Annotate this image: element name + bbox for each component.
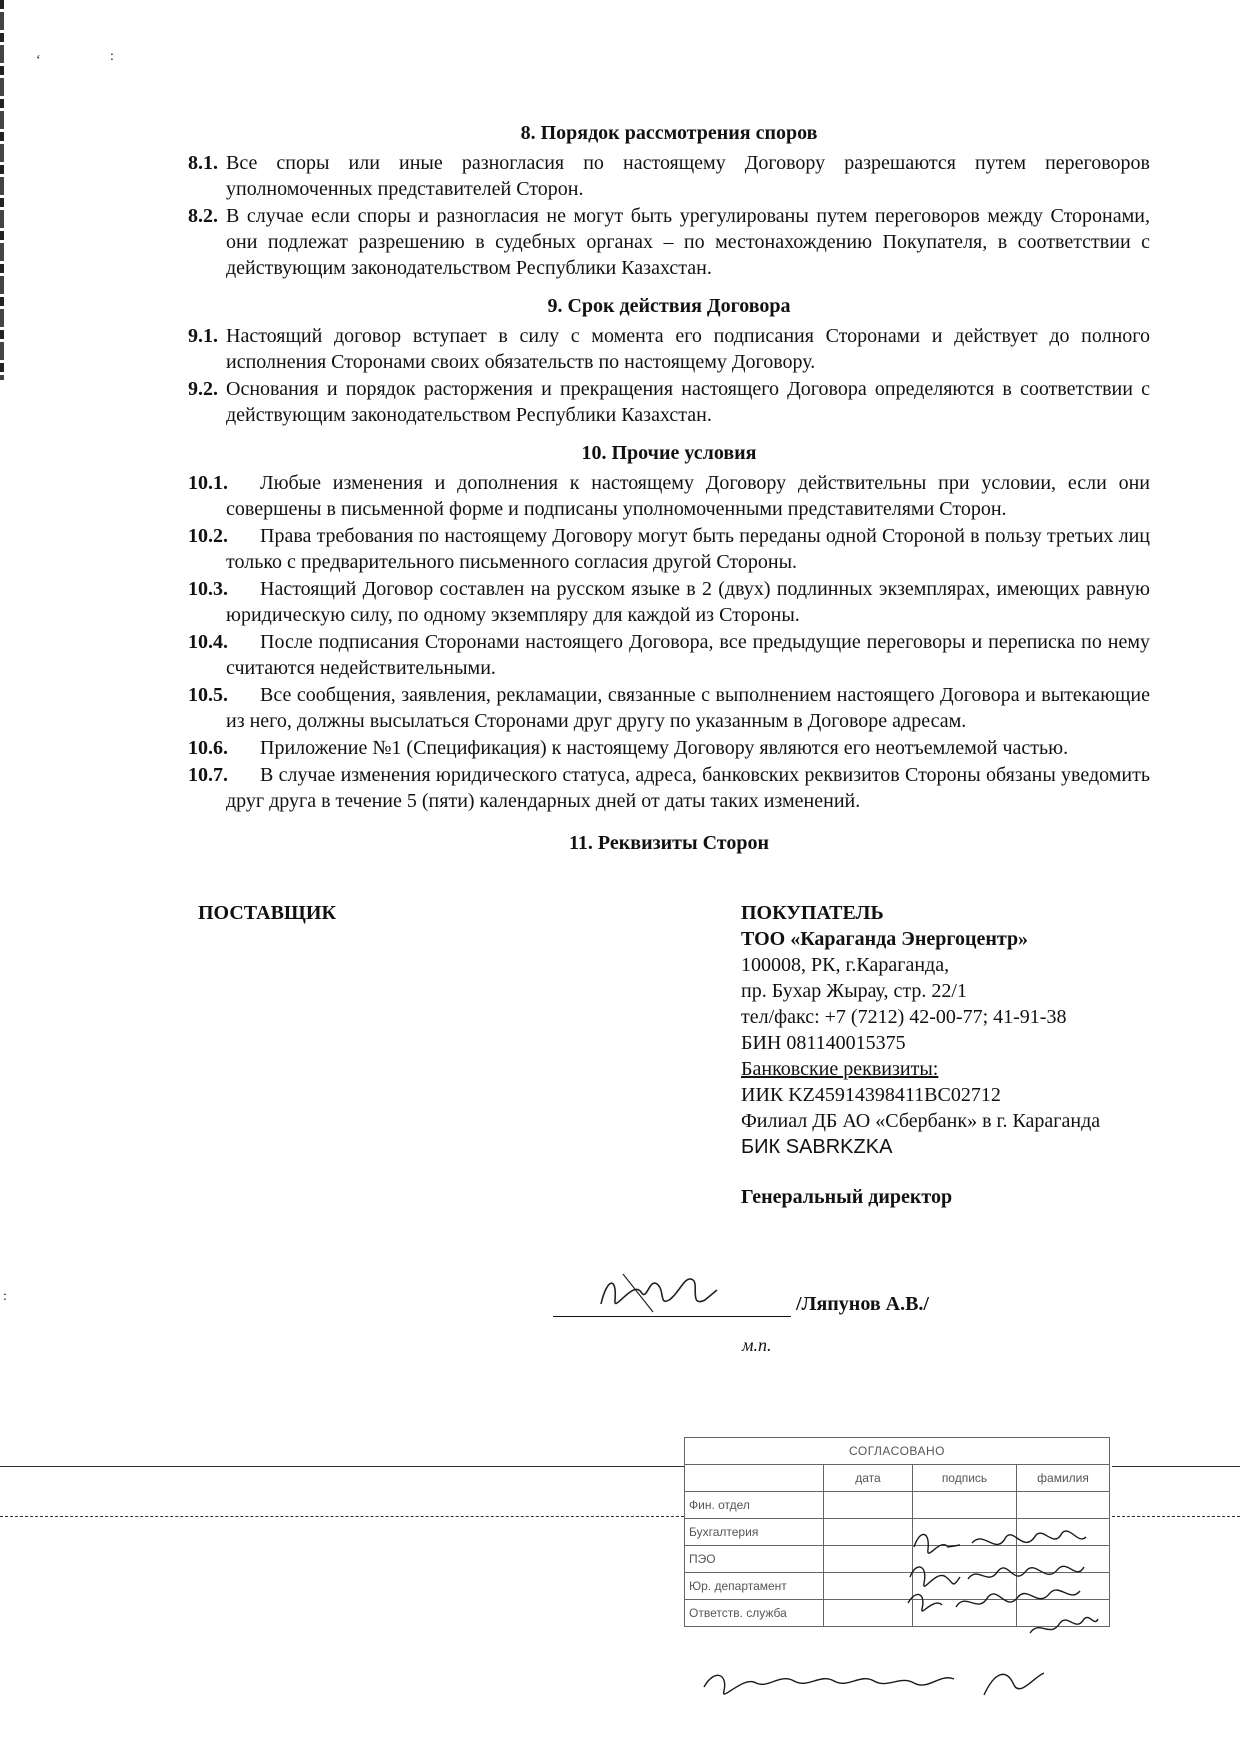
- section-title-other-terms: 10. Прочие условия: [581, 442, 757, 464]
- clause-8-2: [188, 203, 1150, 281]
- clause-10-5: [188, 682, 1150, 734]
- buyer-bik: БИК SABRKZKA: [741, 1136, 893, 1158]
- clause-number: 10.1.: [188, 472, 228, 494]
- clause-text: Приложение №1 (Спецификация) к настоящему Договору являются его неотъемлемой частью.: [260, 737, 1069, 759]
- buyer-bin: БИН 081140015375: [741, 1032, 906, 1054]
- clause-text: Настоящий договор вступает в силу с момента его подписания Сторонами и действует до полного исполнения Сторонами своих обязательств по настоящему Договору.: [226, 325, 1150, 373]
- clause-number: 9.1.: [188, 325, 218, 347]
- clause-number: 9.2.: [188, 378, 218, 400]
- clause-10-6: [188, 735, 1150, 761]
- clause-8-1: [188, 150, 1150, 202]
- clause-10-4: [188, 629, 1150, 681]
- supplier-label: ПОСТАВЩИК: [198, 902, 336, 924]
- buyer-address-line-2: пр. Бухар Жырау, стр. 22/1: [741, 980, 967, 1002]
- clause-text: После подписания Сторонами настоящего Договора, все предыдущие переговоры и переписка по нему считаются недействительными.: [226, 631, 1150, 679]
- divider-line: [0, 1516, 684, 1517]
- buyer-iik: ИИК KZ45914398411BC02712: [741, 1084, 1001, 1106]
- clause-text: Основания и порядок расторжения и прекращения настоящего Договора определяются в соответствии с действующим законодательством Республики Казахстан.: [226, 378, 1150, 426]
- clause-number: 8.1.: [188, 152, 218, 174]
- approval-stamp-title: СОГЛАСОВАНО: [685, 1438, 1110, 1465]
- buyer-bank: Филиал ДБ АО «Сбербанк» в г. Караганда: [741, 1110, 1101, 1132]
- clause-text: В случае изменения юридического статуса, адреса, банковских реквизитов Стороны обязаны уведомить друг друга в течение 5 (пяти) календарных дней от даты таких изменений.: [226, 764, 1150, 812]
- clause-text: Права требования по настоящему Договору могут быть переданы одной Стороной в пользу третьих лиц только с предварительного письменного согласия другой Стороны.: [226, 525, 1150, 573]
- column-surname: фамилия: [1017, 1465, 1110, 1492]
- clause-10-1: [188, 470, 1150, 522]
- section-title-term: 9. Срок действия Договора: [547, 295, 791, 317]
- buyer-address-line-1: 100008, РК, г.Караганда,: [741, 954, 950, 976]
- clause-number: 10.6.: [188, 737, 228, 759]
- approval-department: Юр. департамент: [685, 1573, 824, 1600]
- approval-department: Фин. отдел: [685, 1492, 824, 1519]
- handwritten-approval-signatures: [684, 1437, 1114, 1707]
- buyer-label: ПОКУПАТЕЛЬ: [741, 902, 884, 924]
- clause-10-2: [188, 523, 1150, 575]
- clause-number: 8.2.: [188, 205, 218, 227]
- clause-text: В случае если споры и разногласия не могут быть урегулированы путем переговоров между Сторонами, они подлежат разрешению в судебных органах – по местонахождению Покупателя, в соответствии с действующим законодательством Республики Казахстан.: [226, 205, 1150, 279]
- signature-row: [553, 1286, 973, 1317]
- buyer-phone: тел/факс: +7 (7212) 42-00-77; 41-91-38: [741, 1006, 1067, 1028]
- seal-place-label: м.п.: [742, 1335, 772, 1355]
- signatory-name: /Ляпунов А.В./: [796, 1293, 929, 1315]
- clause-text: Любые изменения и дополнения к настоящему Договору действительны при условии, если они совершены в письменной форме и подписаны уполномоченными представителями Сторон.: [226, 472, 1150, 520]
- divider-line: [1112, 1516, 1240, 1517]
- clause-number: 10.5.: [188, 684, 228, 706]
- bank-details-heading: Банковские реквизиты:: [741, 1058, 939, 1080]
- clause-number: 10.3.: [188, 578, 228, 600]
- clause-10-3: [188, 576, 1150, 628]
- divider-line: [0, 1466, 684, 1467]
- buyer-details: [741, 900, 1161, 1210]
- buyer-company-name: ТОО «Караганда Энергоцентр»: [741, 928, 1029, 950]
- clause-text: Настоящий Договор составлен на русском языке в 2 (двух) подлинных экземплярах, имеющих равную юридическую силу, по одному экземпляру для каждой из Стороны.: [226, 578, 1150, 626]
- clause-text: Все споры или иные разногласия по настоящему Договору разрешаются путем переговоров уполномоченных представителей Сторон.: [226, 152, 1150, 200]
- contract-page: [188, 120, 1150, 1282]
- clause-9-2: [188, 376, 1150, 428]
- divider-line: [1112, 1466, 1240, 1467]
- requisites-block: [188, 862, 1150, 1282]
- clause-number: 10.4.: [188, 631, 228, 653]
- column-date: дата: [824, 1465, 913, 1492]
- scan-edge-artifact: [0, 0, 4, 380]
- signatory-position: Генеральный директор: [741, 1186, 953, 1208]
- approval-department: Ответств. служба: [685, 1600, 824, 1627]
- signature-line: [553, 1286, 791, 1317]
- approval-department: ПЭО: [685, 1546, 824, 1573]
- approval-stamp: [684, 1437, 1114, 1707]
- clause-9-1: [188, 323, 1150, 375]
- section-title-disputes: 8. Порядок рассмотрения споров: [520, 122, 818, 144]
- clause-number: 10.7.: [188, 764, 228, 786]
- approval-department: Бухгалтерия: [685, 1519, 824, 1546]
- clause-number: 10.2.: [188, 525, 228, 547]
- section-title-requisites: 11. Реквизиты Сторон: [569, 832, 769, 854]
- clause-10-7: [188, 762, 1150, 814]
- column-signature: подпись: [913, 1465, 1017, 1492]
- handwritten-signature: [593, 1270, 723, 1318]
- clause-text: Все сообщения, заявления, рекламации, связанные с выполнением настоящего Договора и вытекающие из него, должны высылаться Сторонами друг другу по указанным в Договоре адресам.: [226, 684, 1150, 732]
